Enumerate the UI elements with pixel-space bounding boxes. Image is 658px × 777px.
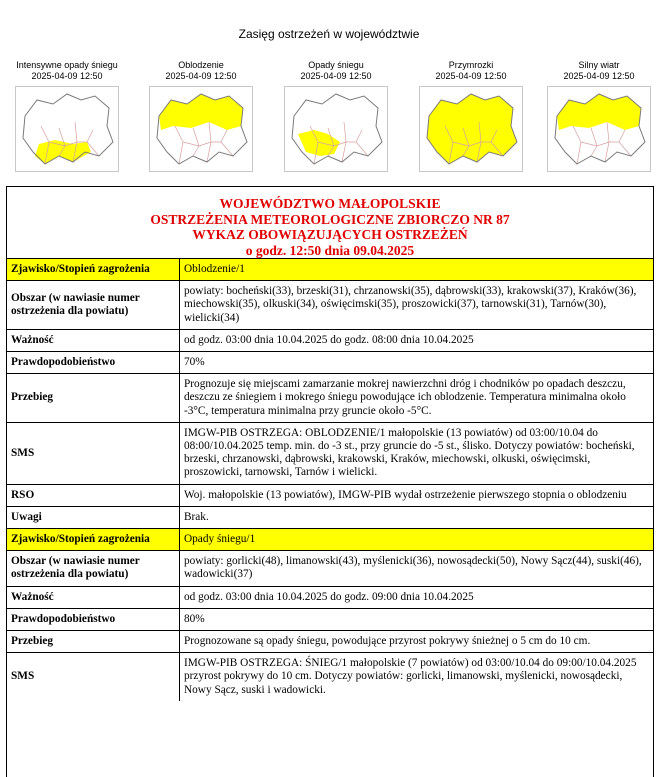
- row-label: SMS: [7, 422, 180, 484]
- row-label: SMS: [7, 653, 180, 701]
- map-title: Intensywne opady śniegu: [16, 60, 118, 70]
- warning-map-card: [3, 60, 131, 184]
- row-label: Prawdopodobieństwo: [7, 352, 180, 374]
- row-label: Przebieg: [7, 631, 180, 653]
- table-row: [7, 329, 653, 351]
- row-value: 80%: [180, 608, 654, 630]
- row-value: Prognozowane są opady śniegu, powodujące przyrost pokrywy śnieżnej o 5 cm do 10 cm.: [180, 631, 654, 653]
- voivodeship-map: [419, 86, 523, 172]
- row-value: Brak.: [180, 506, 654, 528]
- page-title: Zasięg ostrzeżeń w województwie: [238, 27, 420, 41]
- map-title: Silny wiatr: [578, 60, 620, 70]
- row-value: Opady śniegu/1: [180, 529, 654, 551]
- row-value: powiaty: bocheński(33), brzeski(31), chrzanowski(35), dąbrowski(33), krakowski(37), Kraków(36), miechowski(35), olkuski(34), oświęcimski(35), proszowicki(37), tarnowski(31), Tarnów(30), wielicki(34): [180, 281, 654, 330]
- warning-header-row: [7, 529, 653, 551]
- row-value: IMGW-PIB OSTRZEGA: ŚNIEG/1 małopolskie (7 powiatów) od 03:00/10.04 do 09:00/10.04.2025 przyrost pokrywy do 10 cm. Dotyczy powiatów: gorlicki, limanowski, myślenicki, nowosądecki, Nowy Sącz, suski i wadowicki.: [180, 653, 654, 701]
- row-value: od godz. 03:00 dnia 10.04.2025 do godz. 09:00 dnia 10.04.2025: [180, 586, 654, 608]
- table-row: [7, 631, 653, 653]
- document-title-line-3: WYKAZ OBOWIĄZUJĄCYCH OSTRZEŻEŃ: [192, 227, 468, 242]
- table-row: [7, 653, 653, 701]
- row-label: Obszar (w nawiasie numer ostrzeżenia dla powiatu): [7, 281, 180, 330]
- map-frame: [285, 87, 388, 172]
- table-row: [7, 506, 653, 528]
- voivodeship-map: [15, 86, 119, 172]
- document-title-line-1: WOJEWÓDZTWO MAŁOPOLSKIE: [219, 196, 441, 211]
- table-row: [7, 608, 653, 630]
- warning-map-card: [137, 60, 265, 184]
- row-label: RSO: [7, 484, 180, 506]
- warnings-table: [7, 259, 653, 701]
- table-row: [7, 484, 653, 506]
- map-timestamp: 2025-04-09 12:50: [563, 71, 635, 81]
- row-label: Uwagi: [7, 506, 180, 528]
- row-value: Prognozuje się miejscami zamarzanie mokrej nawierzchni dróg i chodników po opadach deszczu, deszczu ze śniegiem i mokrego śniegu powodujące ich oblodzenie. Temperatura minimalna około -3°C, temperatura minimalna przy gruncie około -5°C.: [180, 374, 654, 423]
- row-label: Zjawisko/Stopień zagrożenia: [7, 259, 180, 281]
- row-value: powiaty: gorlicki(48), limanowski(43), myślenicki(36), nowosądecki(50), Nowy Sącz(44), suski(46), wadowicki(37): [180, 551, 654, 586]
- map-timestamp: 2025-04-09 12:50: [300, 71, 372, 81]
- document-title-line-2: OSTRZEŻENIA METEOROLOGICZNE ZBIORCZO NR 87: [150, 211, 510, 227]
- document-title-line-4: o godz. 12:50 dnia 09.04.2025: [245, 242, 415, 258]
- voivodeship-map: [284, 86, 388, 172]
- map-title: Oblodzenie: [178, 60, 224, 70]
- table-row: [7, 551, 653, 586]
- warning-header-row: [7, 259, 653, 281]
- warning-maps-strip: [0, 60, 658, 184]
- row-label: Ważność: [7, 586, 180, 608]
- row-value: 70%: [180, 352, 654, 374]
- table-row: [7, 374, 653, 423]
- row-value: IMGW-PIB OSTRZEGA: OBLODZENIE/1 małopolskie (13 powiatów) od 03:00/10.04 do 08:00/10.04.2025 temp. min. do -3 st., przy gruncie do -5 st., ślisko. Dotyczy powiatów: bocheński, brzeski, chrzanowski, dąbrowski, krakowski, Kraków, miechowski, olkuski, oświęcimski, proszowicki, tarnowski, Tarnów i wielicki.: [180, 422, 654, 484]
- row-label: Prawdopodobieństwo: [7, 608, 180, 630]
- table-row: [7, 422, 653, 484]
- row-value: Woj. małopolskie (13 powiatów), IMGW-PIB wydał ostrzeżenie pierwszego stopnia o oblodzeniu: [180, 484, 654, 506]
- table-row: [7, 352, 653, 374]
- map-timestamp: 2025-04-09 12:50: [165, 71, 237, 81]
- voivodeship-map: [149, 86, 253, 172]
- row-value: Oblodzenie/1: [180, 259, 654, 281]
- row-label: Zjawisko/Stopień zagrożenia: [7, 529, 180, 551]
- row-value: od godz. 03:00 dnia 10.04.2025 do godz. 08:00 dnia 10.04.2025: [180, 329, 654, 351]
- row-label: Obszar (w nawiasie numer ostrzeżenia dla powiatu): [7, 551, 180, 586]
- warning-map-card: [407, 60, 535, 184]
- warning-area: [427, 94, 517, 164]
- warning-map-card: [535, 60, 658, 184]
- table-row: [7, 281, 653, 330]
- table-row: [7, 586, 653, 608]
- map-timestamp: 2025-04-09 12:50: [31, 71, 103, 81]
- warning-document: [6, 186, 654, 777]
- warning-map-card: [272, 60, 400, 184]
- map-title: Przymrozki: [448, 60, 494, 70]
- row-label: Przebieg: [7, 374, 180, 423]
- voivodeship-map: [547, 86, 651, 172]
- row-label: Ważność: [7, 329, 180, 351]
- document-title: [7, 187, 653, 259]
- map-title: Opady śniegu: [308, 60, 364, 70]
- map-timestamp: 2025-04-09 12:50: [435, 71, 507, 81]
